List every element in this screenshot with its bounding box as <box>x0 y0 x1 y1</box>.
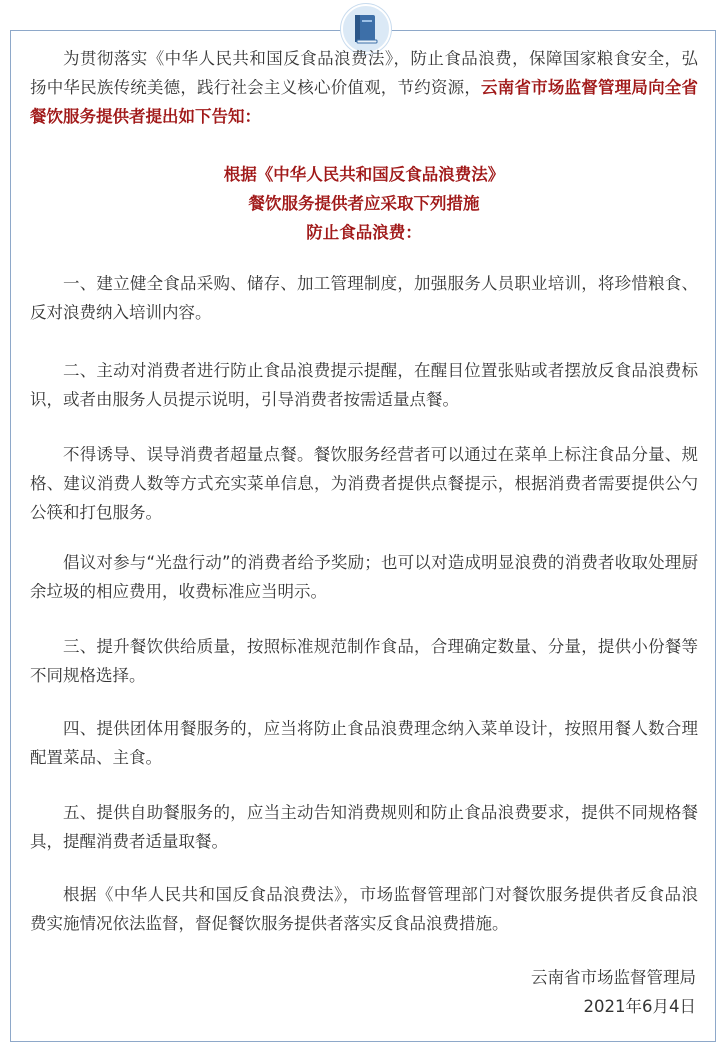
measure-paragraph-5: 三、提升餐饮供给质量，按照标准规范制作食品，合理确定数量、分量，提供小份餐等不同规格选择。 <box>30 637 698 685</box>
heading-line-3: 防止食品浪费： <box>306 223 422 242</box>
intro-highlight: 云南省市场监督管理局向全省餐饮服务提供者提出如下告知： <box>30 78 699 126</box>
measure-paragraph-7: 五、提供自助餐服务的，应当主动告知消费规则和防止食品浪费要求，提供不同规格餐具，提醒消费者适量取餐。 <box>30 803 698 851</box>
measure-paragraph-3: 不得诱导、误导消费者超量点餐。餐饮服务经营者可以通过在菜单上标注食品分量、规格、建议消费人数等方式充实菜单信息，为消费者提供点餐提示，根据消费者需要提供公勺公筷和打包服务。 <box>30 445 698 522</box>
measure-paragraph-4: 倡议对参与“光盘行动”的消费者给予奖励；也可以对造成明显浪费的消费者收取处理厨余垃圾的相应费用，收费标准应当明示。 <box>30 553 698 601</box>
signature-org: 云南省市场监督管理局 <box>531 968 696 987</box>
signature-date: 2021年6月4日 <box>583 997 696 1016</box>
heading-line-2: 餐饮服务提供者应采取下列措施 <box>248 194 480 213</box>
heading-line-1: 根据《中华人民共和国反食品浪费法》 <box>223 165 505 184</box>
measure-paragraph-6: 四、提供团体用餐服务的，应当将防止食品浪费理念纳入菜单设计，按照用餐人数合理配置菜品、主食。 <box>30 719 698 767</box>
measure-paragraph-1: 一、建立健全食品采购、储存、加工管理制度，加强服务人员职业培训，将珍惜粮食、反对浪费纳入培训内容。 <box>30 274 698 322</box>
intro-text: 为贯彻落实《中华人民共和国反食品浪费法》，防止食品浪费，保障国家粮食安全，弘扬中华民族传统美德，践行社会主义核心价值观，节约资源， <box>30 49 698 97</box>
closing-paragraph: 根据《中华人民共和国反食品浪费法》，市场监督管理部门对餐饮服务提供者反食品浪费实施情况依法监督，督促餐饮服务提供者落实反食品浪费措施。 <box>30 885 698 933</box>
measure-paragraph-2: 二、主动对消费者进行防止食品浪费提示提醒，在醒目位置张贴或者摆放反食品浪费标识，或者由服务人员提示说明，引导消费者按需适量点餐。 <box>30 361 698 409</box>
book-icon <box>352 13 380 45</box>
intro-paragraph <box>30 44 698 131</box>
